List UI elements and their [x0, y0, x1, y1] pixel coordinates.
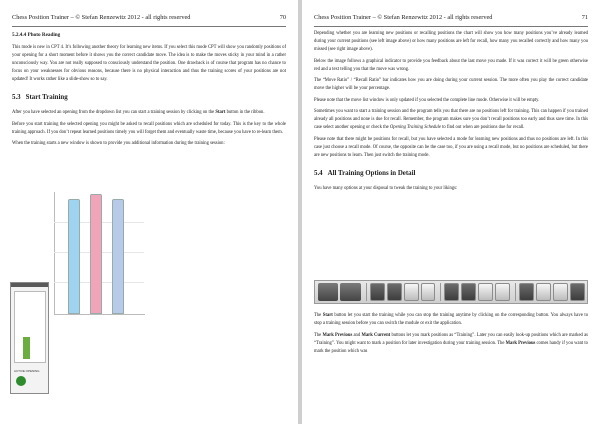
- green-bar: [23, 337, 30, 359]
- shot-label: ACTIVE OPENING: [14, 369, 40, 373]
- chart-bar: [68, 199, 80, 314]
- paragraph-start-1: [12, 109, 286, 117]
- paragraph-start-button: [314, 312, 588, 328]
- right-page-header: [314, 14, 588, 27]
- paragraph-6: Please note that there might be positions for recall, but you have selected a mode for learning new positions and thus no positions are left. In this case just choose a recall mode. Of course, the opposite can be the case too, if you are using a recall mode, but no positions are scheduled, but there are new positions to learn. Then just switch the training mode.: [314, 136, 588, 158]
- text-run: button let you start the training while you can stop the training anytime by clicking on the corresponding button. You always have to stop a training session before you can switch the module or exit the application.: [314, 313, 589, 326]
- section-number: 5.3: [12, 94, 21, 101]
- paragraph-5: [314, 108, 588, 132]
- italic-schedule: Opening Training Schedule: [389, 125, 441, 131]
- ribbon-option-icon: [461, 283, 476, 301]
- paragraph-photo-reading: This mode is new in CPT 4. It’s following another theory for learning new items. If you select this mode CPT will show you randomly positions of your opening for a short moment before it shows you the correct candidate move. The idea is to make the moves sticky in your mind in a rather unconsciously way. You are not really supposed to consciously understand the position. One drawback is of course that program has no chance to focus on your weaknesses for obvious reasons, because there is no physical interaction and thus the training scores of your positions are not updated! It works rather like a slide-show so to say.: [12, 45, 286, 82]
- bold-mark-previous: Mark Previous: [505, 340, 536, 346]
- ribbon-screenshot: [314, 280, 588, 304]
- stop-ribbon-icon: [340, 283, 360, 301]
- bold-start: Start: [322, 313, 333, 318]
- ribbon-option-icon: [536, 283, 551, 301]
- chart-bar: [112, 199, 124, 314]
- ribbon-option-icon: [519, 283, 534, 301]
- paragraph-start-3: When the training starts a new window is shown to provide you additional information during the training session:: [12, 141, 225, 147]
- text-run: buttons let you mark positions as “Training”. Later you can easily look-up positions which are marked as “Training”. You might want to mark a position for later investigation during your training session. The: [314, 332, 588, 346]
- start-ribbon-icon: [318, 283, 338, 301]
- section-number: 5.4: [314, 169, 323, 177]
- mini-chart: [14, 291, 46, 363]
- right-page-content-lower: [314, 312, 588, 359]
- paragraph-mark: [314, 332, 588, 356]
- paragraph-options: You have many options at your disposal to tweak the training to your likings:: [314, 185, 458, 191]
- header-title: Chess Position Trainer – © Stefan Renzewitz 2012 - all rights reserved: [12, 14, 191, 21]
- ribbon-option-icon: [570, 283, 585, 301]
- section-title-options: [314, 170, 588, 177]
- text-run: to find out when are positions due for recall.: [440, 125, 525, 131]
- ribbon-option-icon: [495, 283, 510, 301]
- section-title: Start Training: [25, 94, 68, 101]
- mark-previous-icon: [370, 283, 385, 301]
- ribbon-option-icon: [444, 283, 459, 301]
- text-run: The: [314, 332, 323, 338]
- training-chart-figure: [54, 192, 144, 314]
- paragraph-start-2: Before you start training the selected opening you might be asked to recall positions which are scheduled for today. This is the key to the whole training approach. If you don’t repeat learned positions timely you will forget them and eventually waste time, because you have to re-learn them.: [12, 121, 286, 135]
- chart-bar: [90, 194, 102, 314]
- section-title: All Training Options in Detail: [327, 169, 416, 177]
- section-title-start-training: [12, 94, 286, 101]
- text-run: Sometimes you want to start a training session and the program tells you that there are no positions left for training. This can happen if you trained already all positions and none is due for recall. Remember, the program makes sure you don’t recall positions too early and thus save time. In this case select another opening or check the: [314, 109, 588, 131]
- text-run: and: [352, 332, 362, 338]
- text-run: button in the ribbon.: [225, 110, 265, 115]
- section-heading: 5.2.4.4 Photo Reading: [12, 32, 61, 38]
- text-run: The: [314, 313, 323, 318]
- feedback-indicator-icon: [16, 376, 26, 386]
- text-run: After you have selected an opening from the dropdown list you can start a training session by clicking on the: [12, 110, 216, 115]
- paragraph-1: Depending whether you are learning new positions or recalling positions the chart will show you how many positions you’ve already learned during your current positions (see left image above) or how many positions are left for recall, how many you recalled correctly and how many you missed (see right image above).: [314, 31, 588, 52]
- left-page: [0, 0, 298, 424]
- ribbon-separator: [515, 283, 516, 301]
- ribbon-option-icon: [404, 283, 419, 301]
- bold-start: Start: [215, 110, 226, 115]
- left-page-content: [12, 32, 286, 152]
- text-run: comes handy if you want to mark the position which was: [314, 340, 588, 354]
- left-page-header: [12, 14, 286, 27]
- ribbon-separator: [366, 283, 367, 301]
- ribbon-option-icon: [478, 283, 493, 301]
- header-title: Chess Position Trainer – © Stefan Renzewitz 2012 - all rights reserved: [314, 14, 493, 21]
- ribbon-option-icon: [421, 283, 436, 301]
- right-page-content: [314, 30, 588, 197]
- mark-current-icon: [387, 283, 402, 301]
- paragraph-3: The “Move Ratio” / “Recall Ratio” bar indicates how you are doing during your current session. The more often you play the correct candidate move the higher will be your percentage.: [314, 78, 588, 92]
- page-number: 71: [581, 14, 588, 21]
- training-window-screenshot: [10, 282, 49, 394]
- window-titlebar: [11, 283, 48, 287]
- page-number: 70: [279, 14, 286, 21]
- ribbon-separator: [440, 283, 441, 301]
- bold-mark-current: Mark Current: [361, 332, 391, 338]
- right-page: [302, 0, 600, 424]
- bold-mark-previous: Mark Previous: [322, 332, 353, 338]
- paragraph-4: Please note that the move list window is only updated if you selected the complete line mode. Otherwise it will be empty.: [314, 97, 540, 103]
- paragraph-2: Below the image follows a graphical indicator to provide you feedback about the last move you made. If it was correct it will be green otherwise red and a text telling you that the move was wrong.: [314, 58, 588, 72]
- ribbon-option-icon: [553, 283, 568, 301]
